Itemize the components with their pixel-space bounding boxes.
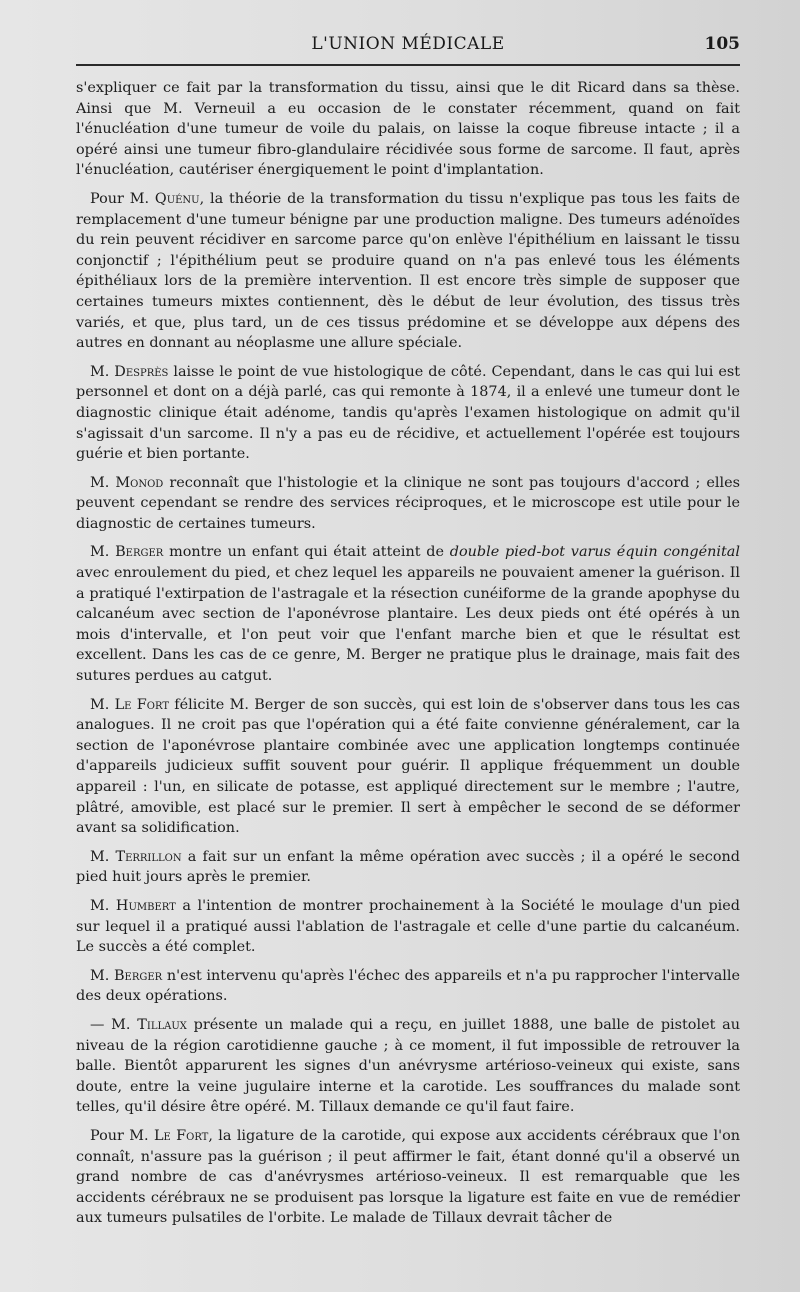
paragraph-10 <box>76 1015 740 1118</box>
paragraph-1 <box>76 78 740 181</box>
header-rule <box>76 64 740 66</box>
paragraph-lead: M. <box>90 967 114 984</box>
paragraph-2 <box>76 189 740 354</box>
paragraph-text: laisse le point de vue histologique de côté. Cependant, dans le cas qui lui est personnel et dont on a déjà parlé, cas qui remonte à 1874, il a enlevé une tumeur dont le diagnostic clinique était adénome, tandis qu'après l'examen histologique on admit qu'il s'agissait d'un sarcome. Il n'y a pas eu de récidive, et actuellement l'opérée est toujours guérie et bien portante. <box>76 363 740 463</box>
speaker-name: Quénu <box>154 190 200 207</box>
paragraph-lead: M. <box>90 696 115 713</box>
paragraph-text: montre un enfant qui était atteint de <box>163 544 450 561</box>
speaker-name: Humbert <box>115 897 176 914</box>
paragraph-lead: M. <box>90 848 116 865</box>
body-text <box>76 78 740 1237</box>
paragraph-text: n'est intervenu qu'après l'échec des appareils et n'a pu rapprocher l'intervalle des deux opérations. <box>76 967 740 1005</box>
paragraph-text: , la théorie de la transformation du tissu n'explique pas tous les faits de remplacement d'une tumeur bénigne par une production maligne. Des tumeurs adénoïdes du rein peuvent récidiver en sarcome parce qu'on enlève l'épithélium en laissant le tissu conjonctif ; l'épithélium peut se produire quand on n'a pas enlevé tous les éléments épithéliaux lors de la première intervention. Il est encore très simple de supposer que certaines tumeurs mixtes contiennent, dès le début de leur évolution, des tissus très variés, et que, plus tard, un de ces tissus prédomine et se développe aux dépens des autres en donnant au néoplasme une allure spéciale. <box>76 190 740 352</box>
running-title: L'UNION MÉDICALE <box>311 34 505 54</box>
paragraph-text: félicite M. Berger de son succès, qui est loin de s'observer dans tous les cas analogues. Il ne croit pas que l'opération qui a été faite convienne généralement, car la section de l'aponévrose plantaire combinée avec une application longtemps continuée d'appareils judicieux suffit souvent pour guérir. Il applique fréquemment un double appareil : l'un, en silicate de potasse, est appliqué directement sur le membre ; l'autre, plâtré, amovible, est placé sur le premier. Il sert à empêcher le second de se déformer avant sa solidification. <box>76 696 740 837</box>
speaker-name: Terrillon <box>115 848 182 865</box>
page-number: 105 <box>704 34 740 54</box>
paragraph-4 <box>76 473 740 535</box>
italic-term: double pied-bot varus équin congénital <box>449 544 740 561</box>
paragraph-lead: M. <box>90 544 116 561</box>
speaker-name: Tillaux <box>137 1016 187 1033</box>
speaker-name: Berger <box>113 967 163 984</box>
paragraph-7 <box>76 847 740 888</box>
paragraph-lead: — M. <box>90 1016 138 1033</box>
page-header <box>76 34 740 60</box>
paragraph-5 <box>76 542 740 686</box>
paragraph-3 <box>76 362 740 465</box>
paragraph-lead: M. <box>90 363 115 380</box>
paragraph-9 <box>76 966 740 1007</box>
speaker-name: Desprès <box>114 363 169 380</box>
paragraph-8 <box>76 896 740 958</box>
paragraph-text: a fait sur un enfant la même opération avec succès ; il a opéré le second pied huit jours après le premier. <box>76 848 740 886</box>
paragraph-text: présente un malade qui a reçu, en juillet 1888, une balle de pistolet au niveau de la région carotidienne gauche ; à ce moment, il fut impossible de retrouver la balle. Bientôt apparurent les signes d'un anévrysme artérioso-veineux qui existe, sans doute, entre la veine jugulaire interne et la carotide. Les souffrances du malade sont telles, qu'il désire être opéré. M. Tillaux demande ce qu'il faut faire. <box>76 1016 740 1116</box>
speaker-name: Monod <box>115 474 164 491</box>
paragraph-text: a l'intention de montrer prochainement à la Société le moulage d'un pied sur lequel il a pratiqué aussi l'ablation de l'astragale et celle d'une partie du calcanéum. Le succès a été complet. <box>76 897 740 956</box>
speaker-name: Le Fort <box>114 696 169 713</box>
paragraph-lead: M. <box>90 897 116 914</box>
paragraph-text: s'expliquer ce fait par la transformation du tissu, ainsi que le dit Ricard dans sa thèse. Ainsi que M. Verneuil a eu occasion de le constater récemment, quand on fait l'énucléation d'une tumeur de voile du palais, on laisse la coque fibreuse intacte ; il a opéré ainsi une tumeur fibro-glandulaire récidivée sous forme de sarcome. Il faut, après l'énucléation, cautériser énergiquement le point d'implantation. <box>76 80 740 179</box>
paragraph-lead: Pour M. <box>90 190 155 207</box>
paragraph-text: reconnaît que l'histologie et la clinique ne sont pas toujours d'accord ; elles peuvent cependant se rendre des services réciproques, et le microscope est utile pour le diagnostic de certaines tumeurs. <box>76 474 740 532</box>
paragraph-lead: Pour M. <box>90 1127 154 1144</box>
paragraph-text-continued: avec enroulement du pied, et chez lequel les appareils ne pouvaient amener la guérison. Il a pratiqué l'extirpation de l'astragale et la résection cunéiforme de la grande apophyse du calcanéum avec section de l'aponévrose plantaire. Les deux pieds ont été opérés à un mois d'intervalle, et l'on peut voir que l'enfant marche bien et que le résultat est excellent. Dans les cas de ce genre, M. Berger ne pratique plus le drainage, mais fait des sutures perdues au catgut. <box>76 565 740 685</box>
speaker-name: Berger <box>115 544 164 561</box>
paragraph-6 <box>76 695 740 839</box>
paragraph-text: , la ligature de la carotide, qui expose aux accidents cérébraux que l'on connaît, n'assure pas la guérison ; il peut affirmer le fait, étant donné qu'il a observé un grand nombre de cas d'anévrysmes artérioso-veineux. Il est remarquable que les accidents cérébraux ne se produisent pas lorsque la ligature est faite en vue de remédier aux tumeurs pulsatiles de l'orbite. Le malade de Tillaux devrait tâcher de <box>76 1127 741 1227</box>
paragraph-lead: M. <box>90 474 116 491</box>
speaker-name: Le Fort <box>153 1127 209 1144</box>
paragraph-11 <box>76 1126 740 1229</box>
